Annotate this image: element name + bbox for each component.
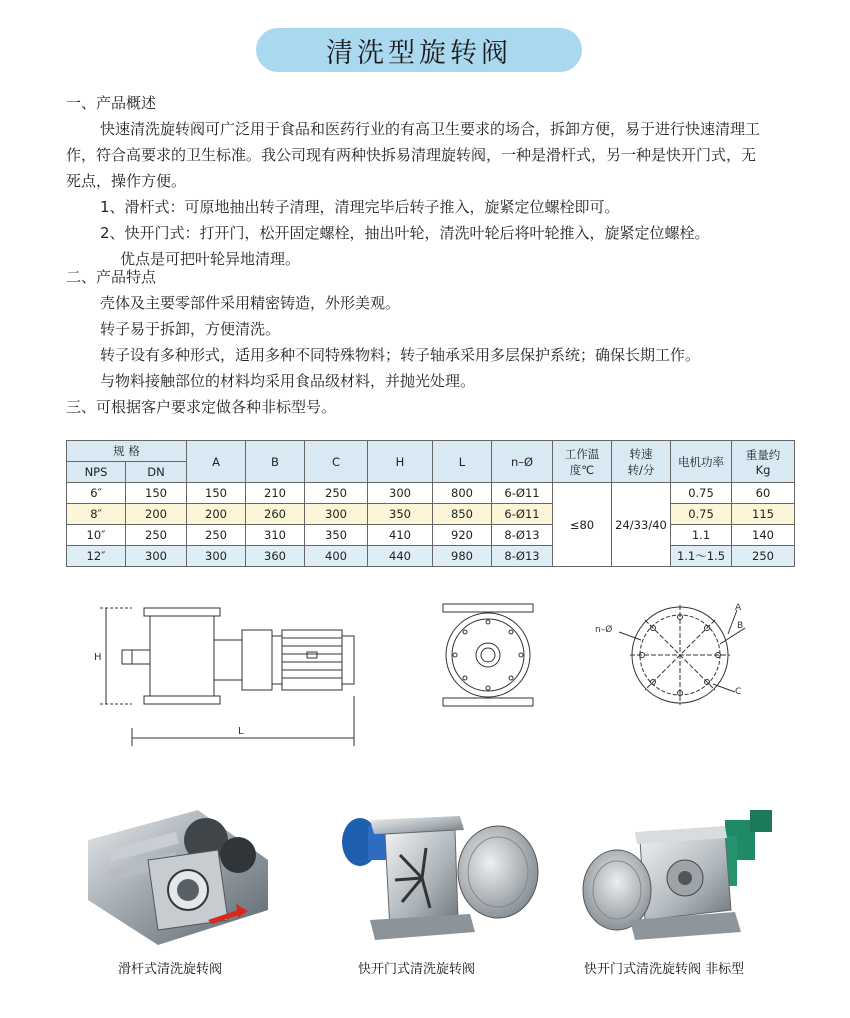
table-row: [67, 525, 795, 546]
cell-c: 250: [305, 483, 368, 504]
table-row: [67, 483, 795, 504]
col-weight-line1: 重量约: [745, 447, 781, 462]
cell-n: 6-Ø11: [492, 483, 553, 504]
cell-a: 250: [187, 525, 246, 546]
cell-b: 310: [246, 525, 305, 546]
dim-c-label: C: [735, 687, 742, 697]
page-title: 清洗型旋转阀: [256, 28, 582, 72]
cell-b: 260: [246, 504, 305, 525]
cell-weight: 140: [732, 525, 795, 546]
non-standard-valve-photo: [575, 800, 785, 950]
cell-a: 200: [187, 504, 246, 525]
cell-l: 980: [433, 546, 492, 567]
col-speed: [612, 441, 671, 483]
overview-item-1: 1、滑杆式：可原地抽出转子清理，清理完毕后转子推入，旋紧定位螺栓即可。: [100, 198, 620, 216]
cell-dn: 250: [126, 525, 187, 546]
features-heading: 二、产品特点: [66, 268, 157, 286]
col-h: H: [368, 441, 433, 483]
cell-nps: 12″: [67, 546, 126, 567]
side-view-drawing: [92, 600, 372, 750]
col-a: A: [187, 441, 246, 483]
overview-heading: 一、产品概述: [66, 94, 157, 112]
col-power: 电机功率: [671, 441, 732, 483]
spec-table: [66, 440, 795, 567]
col-l: L: [433, 441, 492, 483]
cell-weight: 60: [732, 483, 795, 504]
col-dn: DN: [126, 462, 187, 483]
col-b: B: [246, 441, 305, 483]
dim-b-label: B: [737, 621, 744, 631]
overview-item-2: 2、快开门式：打开门，松开固定螺栓，抽出叶轮，清洗叶轮后将叶轮推入，旋紧定位螺栓。: [100, 224, 710, 242]
cell-l: 850: [433, 504, 492, 525]
cell-h: 300: [368, 483, 433, 504]
dim-a-label: A: [735, 603, 742, 613]
overview-item-2-note: 优点是可把叶轮异地清理。: [120, 250, 301, 268]
caption-quick-open: 快开门式清洗旋转阀: [358, 962, 476, 977]
slide-rod-valve-photo: [78, 800, 278, 950]
cell-nps: 6″: [67, 483, 126, 504]
feature-item: 转子设有多种形式，适用多种不同特殊物料；转子轴承采用多层保护系统；确保长期工作。: [100, 346, 701, 364]
cell-dn: 300: [126, 546, 187, 567]
features-section: [66, 264, 786, 420]
cell-h: 410: [368, 525, 433, 546]
overview-section: [66, 90, 766, 272]
cell-c: 400: [305, 546, 368, 567]
col-c: C: [305, 441, 368, 483]
cell-weight: 250: [732, 546, 795, 567]
cell-l: 920: [433, 525, 492, 546]
col-speed-line1: 转速: [629, 446, 653, 461]
flange-drawing: [585, 600, 785, 710]
cell-l: 800: [433, 483, 492, 504]
spec-label: 规 格: [67, 441, 187, 462]
col-weight-line2: Kg: [755, 462, 771, 477]
overview-paragraph: 快速清洗旋转阀可广泛用于食品和医药行业的有高卫生要求的场合，拆卸方便，易于进行快速清理工作，符合高要求的卫生标准。我公司现有两种快拆易清理旋转阀，一种是滑杆式，另一种是快开门式，无死点，操作方便。: [66, 120, 761, 190]
feature-item: 与物料接触部位的材料均采用食品级材料，并抛光处理。: [100, 372, 476, 390]
cell-a: 150: [187, 483, 246, 504]
cell-power: 1.1: [671, 525, 732, 546]
cell-speed: 24/33/40: [612, 483, 671, 567]
cell-n: 8-Ø13: [492, 525, 553, 546]
quick-open-valve-photo: [330, 800, 545, 950]
cell-a: 300: [187, 546, 246, 567]
cell-c: 350: [305, 525, 368, 546]
table-row: [67, 504, 795, 525]
caption-slide-rod: 滑杆式清洗旋转阀: [118, 962, 223, 977]
cell-dn: 150: [126, 483, 187, 504]
feature-item: 壳体及主要零部件采用精密铸造，外形美观。: [100, 294, 401, 312]
front-view-drawing: [433, 600, 543, 710]
col-temp: 工作温度℃: [553, 441, 612, 483]
cell-power: 0.75: [671, 483, 732, 504]
dim-h-label: H: [94, 652, 102, 663]
cell-weight: 115: [732, 504, 795, 525]
col-speed-line2: 转/分: [627, 462, 655, 477]
cell-b: 360: [246, 546, 305, 567]
col-weight: [732, 441, 795, 483]
cell-temp: ≤80: [553, 483, 612, 567]
table-row: [67, 546, 795, 567]
custom-heading: 三、可根据客户要求定做各种非标型号。: [66, 398, 337, 416]
cell-n: 8-Ø13: [492, 546, 553, 567]
cell-b: 210: [246, 483, 305, 504]
dim-n-label: n–Ø: [595, 625, 613, 635]
cell-power: 0.75: [671, 504, 732, 525]
cell-nps: 8″: [67, 504, 126, 525]
feature-item: 转子易于拆卸，方便清洗。: [100, 320, 281, 338]
dim-l-label: L: [238, 726, 244, 737]
col-nps: NPS: [67, 462, 126, 483]
cell-dn: 200: [126, 504, 187, 525]
cell-power: 1.1～1.5: [671, 546, 732, 567]
cell-h: 350: [368, 504, 433, 525]
cell-nps: 10″: [67, 525, 126, 546]
caption-non-standard: 快开门式清洗旋转阀 非标型: [584, 962, 745, 977]
col-n: n–Ø: [492, 441, 553, 483]
cell-h: 440: [368, 546, 433, 567]
cell-n: 6-Ø11: [492, 504, 553, 525]
cell-c: 300: [305, 504, 368, 525]
